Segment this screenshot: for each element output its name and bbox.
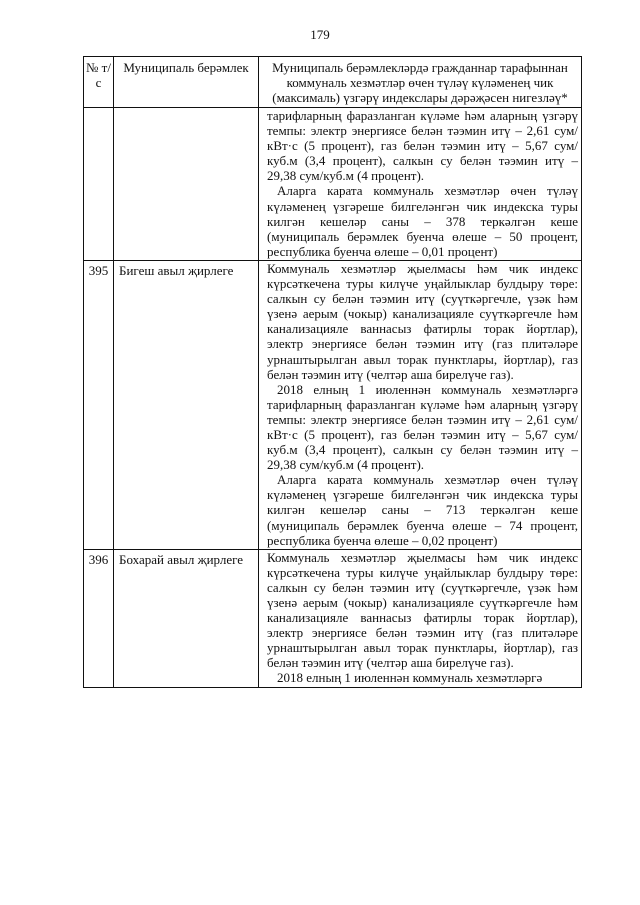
table-row xyxy=(84,260,582,549)
row-description xyxy=(259,260,582,549)
page-number: 179 xyxy=(310,27,330,42)
paragraph: Аларга карата коммуналь хезмәтләр өчен түләү күләменең үзгәреше билгеләнгән чик индекска туры килгән кешеләр саны – 378 теркәлгән кеше (муниципаль берәмлек буенча өлеше – 50 процент, республика буенча өлеше – 0,01 процент) xyxy=(267,183,578,259)
paragraph: тарифларның фаразланган күләме һәм аларның үзгәрү темпы: электр энергиясе белән тәэмин итү – 2,61 сум/кВт·с (5 процент), газ белән тәэмин итү – 5,67 сум/куб.м (3,4 процент), салкын су белән тәэмин итү – 29,38 сум/куб.м (4 процент). xyxy=(267,108,578,184)
header-num: № т/с xyxy=(84,57,114,108)
row-municipality xyxy=(114,108,259,261)
row-num xyxy=(84,108,114,261)
row-description xyxy=(259,108,582,261)
row-description xyxy=(259,549,582,687)
row-num: 395 xyxy=(84,260,114,549)
table-row xyxy=(84,549,582,687)
paragraph: 2018 елның 1 июленнән коммуналь хезмәтләргә тарифларның фаразланган күләме һәм аларның үзгәрү темпы: электр энергиясе белән тәэмин итү – 2,61 сум/кВт·с (5 процент), газ белән тәэмин итү – 5,67 сум/куб.м (3,4 процент), салкын су белән тәэмин итү – 29,38 сум/куб.м (4 процент). xyxy=(267,381,578,473)
paragraph: Коммуналь хезмәтләр җыелмасы һәм чик индекс күрсәткечена туры килүче уңайлыклар булдыру төре: салкын су белән тәэмин итү (суүткәргечле, үзәк һәм үзенә аерым (чокыр) канализацияле суүткәргечле һәм канализацияле ваннасыз фатирлы торак йортлар), электр энергиясе белән тәэмин итү (газ плитәләре урнаштырылган авыл торак пунктлары, йортлар), газ белән тәэмин итү (челтәр аша бирелүче газ). xyxy=(267,549,578,671)
indices-table xyxy=(83,56,582,688)
row-num: 396 xyxy=(84,549,114,687)
paragraph: Коммуналь хезмәтләр җыелмасы һәм чик индекс күрсәткечена туры килүче уңайлыклар булдыру төре: салкын су белән тәэмин итү (суүткәргечле, үзәк һәм үзенә аерым (чокыр) канализацияле суүткәргечле һәм канализацияле ваннасыз фатирлы торак йортлар), электр энергиясе белән тәэмин итү (газ плитәләре урнаштырылган авыл торак пунктлары, йортлар), газ белән тәэмин итү (челтәр аша бирелүче газ). xyxy=(267,260,578,382)
header-municipality: Муниципаль берәмлек xyxy=(114,57,259,108)
paragraph: Аларга карата коммуналь хезмәтләр өчен түләү күләменең үзгәреше билгеләнгән чик индекска туры килгән кешеләр саны – 713 теркәлгән кеше (муниципаль берәмлек буенча өлеше – 74 процент, республика буенча өлеше – 0,02 процент) xyxy=(267,472,578,548)
table-header-row xyxy=(84,57,582,108)
table-row xyxy=(84,108,582,261)
row-municipality: Бохарай авыл җирлеге xyxy=(114,549,259,687)
paragraph: 2018 елның 1 июленнән коммуналь хезмәтләргә xyxy=(277,670,543,686)
row-municipality: Бигеш авыл җирлеге xyxy=(114,260,259,549)
header-indices: Муниципаль берәмлекләрдә гражданнар тарафыннан коммуналь хезмәтләр өчен түләү күләменең чик (максималь) үзгәрү индекслары дәрәҗәсен нигезләү* xyxy=(259,57,582,108)
